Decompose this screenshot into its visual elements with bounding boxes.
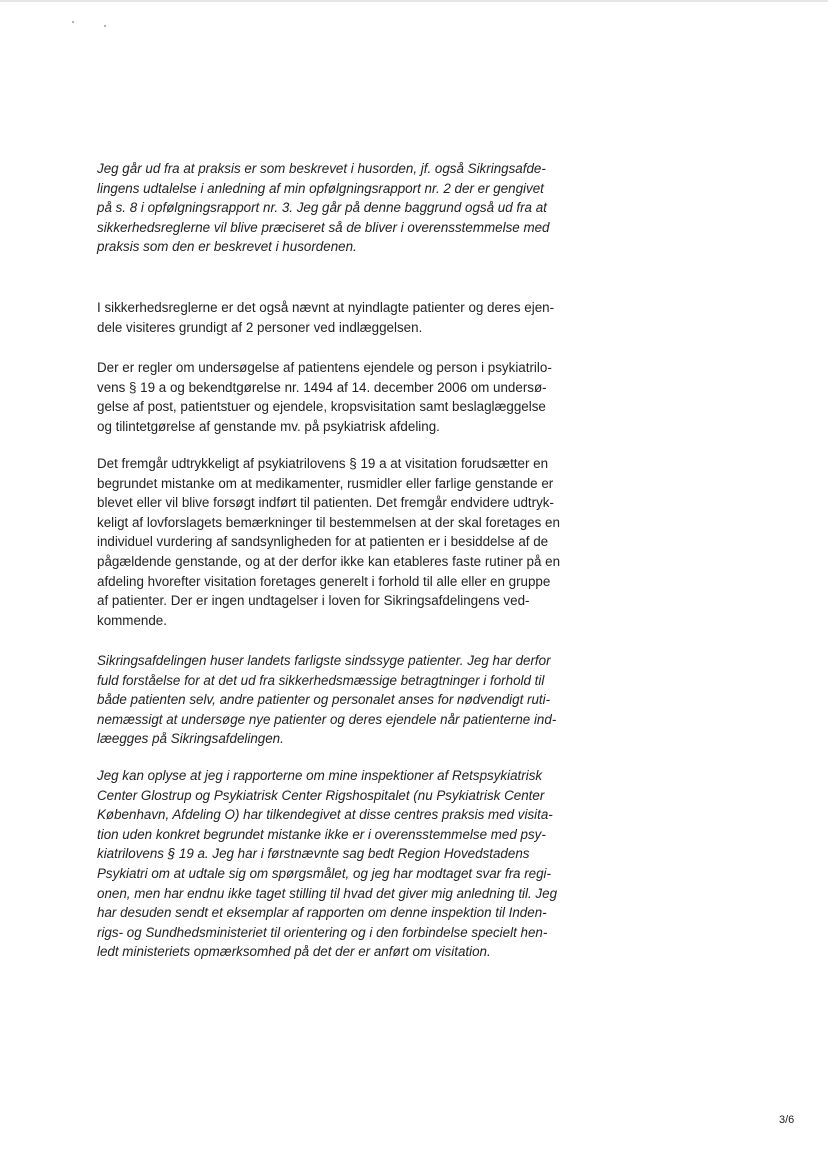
text-line: både patienten selv, andre patienter og personalet anses for nødvendigt ruti- bbox=[97, 692, 551, 708]
text-line: pågældende genstande, og at der derfor ikke kan etableres faste rutiner på en bbox=[97, 553, 561, 569]
text-line: har desuden sendt et eksemplar af rapporten om denne inspektion til Inden- bbox=[97, 905, 547, 921]
scan-speck bbox=[72, 21, 74, 23]
paragraph-sikringsafdelingen bbox=[97, 651, 597, 749]
text-line: Der er regler om undersøgelse af patientens ejendele og person i psykiatrilo- bbox=[97, 360, 552, 375]
text-line: kiatrilovens § 19 a. Jeg har i førstnævnte sag bedt Region Hovedstadens bbox=[97, 846, 530, 862]
page-number: 3/6 bbox=[779, 1114, 795, 1126]
text-line: onen, men har endnu ikke taget stilling til hvad det giver mig anledning til. Jeg bbox=[97, 885, 558, 901]
text-line: og tilintetgørelse af genstande mv. på psykiatrisk afdeling. bbox=[97, 418, 440, 434]
text-line: Sikringsafdelingen huser landets farligste sindssyge patienter. Jeg har derfor bbox=[97, 653, 551, 668]
text-line: lingens udtalelse i anledning af min opfølgningsrapport nr. 2 der er gengivet bbox=[97, 180, 544, 196]
text-line: begrundet mistanke om at medikamenter, rusmidler eller farlige genstande er bbox=[97, 475, 554, 491]
text-line: læegges på Sikringsafdelingen. bbox=[97, 731, 284, 747]
text-line: fuld forståelse for at det ud fra sikkerhedsmæssige betragtninger i forhold til bbox=[97, 672, 545, 688]
text-line: på s. 8 i opfølgningsrapport nr. 3. Jeg går på denne baggrund også ud fra at bbox=[97, 200, 547, 216]
text-line: ledt ministeriets opmærksomhed på det der er anført om visitation. bbox=[97, 944, 491, 960]
text-line: gelse af post, patientstuer og ejendele, kropsvisitation samt beslaglæggelse bbox=[97, 399, 546, 415]
text-line: I sikkerhedsreglerne er det også nævnt at nyindlagte patienter og deres ejen- bbox=[97, 300, 555, 315]
paragraph-praksis-husorden bbox=[97, 159, 597, 257]
text-line: tion uden konkret begrundet mistanke ikke er i overensstemmelse med psy- bbox=[97, 826, 546, 842]
text-line: sikkerhedsreglerne vil blive præciseret så de bliver i overensstemmelse med bbox=[97, 219, 550, 235]
text-line: Jeg kan oplyse at jeg i rapporterne om mine inspektioner af Retspsykiatrisk bbox=[97, 768, 543, 783]
paragraph-inspektioner bbox=[97, 766, 597, 962]
text-line: kommende. bbox=[97, 612, 167, 628]
text-line: Psykiatri om at udtale sig om spørgsmålet, og jeg har modtaget svar fra regi- bbox=[97, 865, 551, 881]
page-top-edge bbox=[0, 0, 828, 2]
text-line: individuel vurdering af sandsynligheden for at patienten er i besiddelse af de bbox=[97, 534, 549, 550]
paragraph-sikkerhedsregler bbox=[97, 298, 597, 337]
scan-speck bbox=[104, 25, 106, 27]
text-line: vens § 19 a og bekendtgørelse nr. 1494 af 14. december 2006 om undersø- bbox=[97, 379, 547, 395]
paragraph-psykiatriloven bbox=[97, 454, 597, 630]
text-line: blevet eller vil blive forsøgt indført til patienten. Det fremgår endvidere udtryk- bbox=[97, 495, 554, 511]
text-line: afdeling hvorefter visitation foretages generelt i forhold til alle eller en gruppe bbox=[97, 573, 551, 589]
text-line: Det fremgår udtrykkeligt af psykiatrilovens § 19 a at visitation forudsætter en bbox=[97, 456, 549, 471]
text-line: dele visiteres grundigt af 2 personer ved indlæggelsen. bbox=[97, 319, 423, 335]
text-line: Jeg går ud fra at praksis er som beskrevet i husorden, jf. også Sikringsafde- bbox=[97, 161, 546, 176]
paragraph-regler-undersoegelse bbox=[97, 358, 597, 436]
text-line: rigs- og Sundhedsministeriet til orientering og i den forbindelse specielt hen- bbox=[97, 924, 548, 940]
text-line: praksis som den er beskrevet i husordenen. bbox=[97, 239, 357, 255]
text-line: keligt af lovforslagets bemærkninger til bestemmelsen at der skal foretages en bbox=[97, 514, 560, 530]
text-line: København, Afdeling O) har tilkendegivet at disse centres praksis med visita- bbox=[97, 807, 553, 823]
text-line: nemæssigt at undersøge nye patienter og deres ejendele når patienterne ind- bbox=[97, 711, 557, 727]
text-line: af patienter. Der er ingen undtagelser i loven for Sikringsafdelingens ved- bbox=[97, 593, 530, 609]
text-line: Center Glostrup og Psykiatrisk Center Rigshospitalet (nu Psykiatrisk Center bbox=[97, 787, 545, 803]
